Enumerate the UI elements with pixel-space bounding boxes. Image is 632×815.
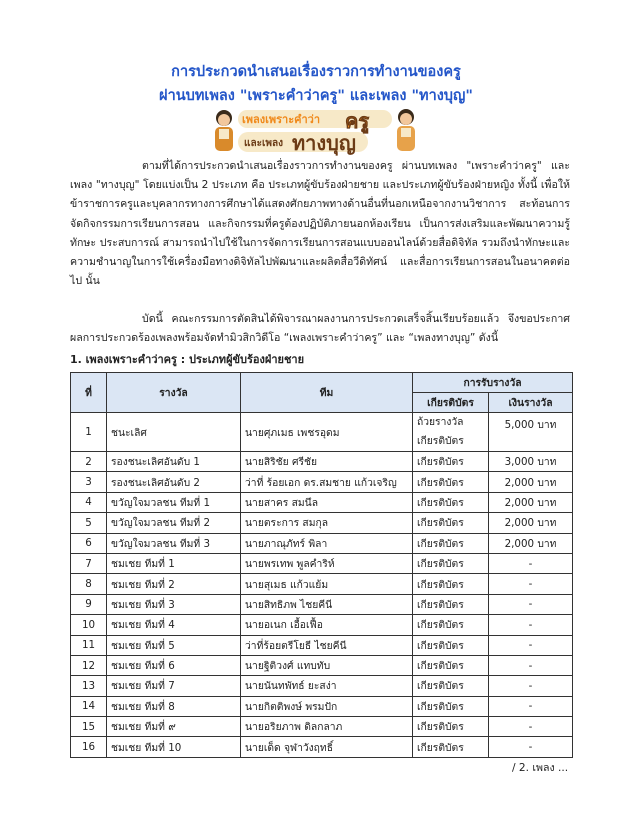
document-title-line1: การประกวดนำเสนอเรื่องราวการทำงานของครู xyxy=(171,64,461,80)
cell-award: ชนะเลิศ xyxy=(107,413,241,452)
cell-no: 13 xyxy=(71,676,107,696)
cell-award: ชมเชย ทีมที่ 5 xyxy=(107,635,241,655)
cell-team: นายนันทพัทธ์ ยะสง่า xyxy=(241,676,413,696)
cell-team: นายตระการ สมกุล xyxy=(241,513,413,533)
award-results-table xyxy=(70,372,573,758)
cell-no: 15 xyxy=(71,717,107,737)
cell-certificate: เกียรติบัตร xyxy=(413,676,489,696)
cell-award: ชมเชย ทีมที่ 2 xyxy=(107,574,241,594)
table-row xyxy=(71,452,573,472)
cell-money: - xyxy=(489,594,573,614)
table-row xyxy=(71,513,573,533)
cell-award: ชมเชย ทีมที่ 1 xyxy=(107,553,241,573)
cell-money: 2,000 บาท xyxy=(489,472,573,492)
cell-no: 5 xyxy=(71,513,107,533)
cell-award: ขวัญใจมวลชน ทีมที่ 3 xyxy=(107,533,241,553)
cell-certificate: เกียรติบัตร xyxy=(413,452,489,472)
cell-no: 12 xyxy=(71,655,107,675)
cell-no: 11 xyxy=(71,635,107,655)
cell-no: 3 xyxy=(71,472,107,492)
table-row xyxy=(71,717,573,737)
cell-money: 2,000 บาท xyxy=(489,492,573,512)
cell-team: นายฐิติวงศ์ แทบทับ xyxy=(241,655,413,675)
table-row xyxy=(71,553,573,573)
cell-no: 8 xyxy=(71,574,107,594)
table-row xyxy=(71,635,573,655)
cell-award: รองชนะเลิศอันดับ 2 xyxy=(107,472,241,492)
header-received: การรับรางวัล xyxy=(413,373,573,393)
cell-team: นายกิตติพงษ์ พรมปัก xyxy=(241,696,413,716)
cell-money: - xyxy=(489,574,573,594)
cell-money: - xyxy=(489,676,573,696)
cell-certificate: เกียรติบัตร xyxy=(413,655,489,675)
cell-certificate: เกียรติบัตร xyxy=(413,472,489,492)
cell-team: นายสิทธิภพ ไชยคีนี xyxy=(241,594,413,614)
cell-certificate: เกียรติบัตร xyxy=(413,492,489,512)
section-title: 1. เพลงเพราะคำว่าครู : ประเภทผู้ขับร้องฝ่ายชาย xyxy=(70,353,305,366)
cell-certificate: เกียรติบัตร xyxy=(413,635,489,655)
table-row xyxy=(71,413,573,452)
cell-no: 1 xyxy=(71,413,107,452)
cell-certificate: เกียรติบัตร xyxy=(413,615,489,635)
song-banner-graphic xyxy=(210,104,420,156)
table-row xyxy=(71,696,573,716)
teacher-figure-right-icon xyxy=(397,109,415,151)
cell-no: 6 xyxy=(71,533,107,553)
banner-line2-big: ทางบุญ xyxy=(292,131,356,155)
table-row xyxy=(71,737,573,757)
teacher-figure-left-icon xyxy=(215,110,233,151)
cell-certificate: เกียรติบัตร xyxy=(413,553,489,573)
cell-no: 14 xyxy=(71,696,107,716)
header-certificate: เกียรติบัตร xyxy=(413,393,489,413)
table-row xyxy=(71,676,573,696)
table-row xyxy=(71,533,573,553)
cell-team: นายพรเทพ พูลคำริห์ xyxy=(241,553,413,573)
cell-money: - xyxy=(489,717,573,737)
cell-team: นายสิริชัย ศรีชัย xyxy=(241,452,413,472)
cell-no: 16 xyxy=(71,737,107,757)
cell-money: - xyxy=(489,553,573,573)
cell-no: 10 xyxy=(71,615,107,635)
cell-team: นายศุภเมธ เพชรอุดม xyxy=(241,413,413,452)
cell-money: - xyxy=(489,615,573,635)
header-award: รางวัล xyxy=(107,373,241,413)
cell-award: ชมเชย ทีมที่ ๙ xyxy=(107,717,241,737)
cell-certificate: เกียรติบัตร xyxy=(413,574,489,594)
header-money: เงินรางวัล xyxy=(489,393,573,413)
cell-award: ชมเชย ทีมที่ 7 xyxy=(107,676,241,696)
table-row xyxy=(71,615,573,635)
cell-certificate: เกียรติบัตร xyxy=(413,533,489,553)
cell-award: ขวัญใจมวลชน ทีมที่ 1 xyxy=(107,492,241,512)
cell-money: - xyxy=(489,635,573,655)
table-row xyxy=(71,472,573,492)
cell-money: 3,000 บาท xyxy=(489,452,573,472)
table-row xyxy=(71,594,573,614)
banner-line2-prefix: และเพลง xyxy=(244,138,283,149)
cell-no: 9 xyxy=(71,594,107,614)
document-title-line2: ผ่านบทเพลง "เพราะคำว่าครู" และเพลง "ทางบุญ" xyxy=(159,88,473,104)
cell-certificate: เกียรติบัตร xyxy=(413,696,489,716)
announcement-paragraph: บัดนี้ คณะกรรมการตัดสินได้พิจารณาผลงานการประกวดเสร็จสิ้นเรียบร้อยแล้ว จึงขอประกาศผลการประกวดร้องเพลงพร้อมจัดทำมิวสิกวิดีโอ “เพลงเพราะคำว่าครู” และ “เพลงทางบุญ” ดังนี้ xyxy=(70,313,570,345)
cell-money: 2,000 บาท xyxy=(489,533,573,553)
cell-team: ว่าที่ ร้อยเอก ดร.สมชาย แก้วเจริญ xyxy=(241,472,413,492)
cell-team: นายภาณุภัทร์ พิลา xyxy=(241,533,413,553)
cell-money: 2,000 บาท xyxy=(489,513,573,533)
cell-award: ชมเชย ทีมที่ 6 xyxy=(107,655,241,675)
cell-no: 7 xyxy=(71,553,107,573)
table-row xyxy=(71,492,573,512)
header-team: ทีม xyxy=(241,373,413,413)
cell-team: นายอเนก เอื้อเฟื้อ xyxy=(241,615,413,635)
cell-team: นายสุเมธ แก้วแย้ม xyxy=(241,574,413,594)
cell-money: - xyxy=(489,696,573,716)
table-row xyxy=(71,655,573,675)
cell-no: 4 xyxy=(71,492,107,512)
continued-note: / 2. เพลง ... xyxy=(512,762,569,774)
cell-certificate: เกียรติบัตร xyxy=(413,717,489,737)
cell-award: ชมเชย ทีมที่ 8 xyxy=(107,696,241,716)
cell-money: - xyxy=(489,737,573,757)
cell-certificate xyxy=(413,413,489,452)
cell-money: - xyxy=(489,655,573,675)
header-no: ที่ xyxy=(71,373,107,413)
cell-certificate: เกียรติบัตร xyxy=(413,737,489,757)
cell-team: นายเด็ด จุฬาวังฤทธิ์ xyxy=(241,737,413,757)
cell-award: ชมเชย ทีมที่ 10 xyxy=(107,737,241,757)
table-row xyxy=(71,574,573,594)
cell-award: ขวัญใจมวลชน ทีมที่ 2 xyxy=(107,513,241,533)
cell-money: 5,000 บาท xyxy=(489,413,573,452)
cell-certificate: เกียรติบัตร xyxy=(413,513,489,533)
banner-line1-prefix: เพลงเพราะคำว่า xyxy=(242,113,321,126)
cell-award: ชมเชย ทีมที่ 4 xyxy=(107,615,241,635)
cell-award: รองชนะเลิศอันดับ 1 xyxy=(107,452,241,472)
intro-paragraph: ตามที่ได้การประกวดนำเสนอเรื่องราวการทำงานของครู ผ่านบทเพลง "เพราะคำว่าครู" และเพลง "ทางบุญ" โดยแบ่งเป็น 2 ประเภท คือ ประเภทผู้ขับร้องฝ่ายชาย และประเภทผู้ขับร้องฝ่ายหญิง ทั้งนี้ เพื่อให้ข้าราชการครูและบุคลากรทางการศึกษาได้แสดงศักยภาพทางด้านอื่นที่นอกเหนือจากงานวิชาการ สะท้อนการจัดกิจกรรมการเรียนการสอน และกิจกรรมที่ครูต้องปฏิบัติภายนอกห้องเรียน เป็นการส่งเสริมและพัฒนาความรู้ ทักษะ ประสบการณ์ สามารถนำไปใช้ในการจัดการเรียนการสอนแบบออนไลน์ด้วยสื่อดิจิทัล รวมถึงนำทักษะและความชำนาญในการใช้เครื่องมือทางดิจิทัลไปพัฒนาและผลิตสื่อวีดิทัศน์ และสื่อการเรียนการสอนในอนาคตต่อไป นั้น xyxy=(70,160,570,288)
banner-line1-big: ครู xyxy=(345,109,370,133)
cell-no: 2 xyxy=(71,452,107,472)
cell-certificate-second: เกียรติบัตร xyxy=(417,435,464,447)
cell-trophy: ถ้วยรางวัล xyxy=(417,416,464,428)
cell-team: ว่าที่ร้อยตรีโยธี ไชยคีนี xyxy=(241,635,413,655)
cell-award: ชมเชย ทีมที่ 3 xyxy=(107,594,241,614)
cell-team: นายอริยภาพ ดิลกลาภ xyxy=(241,717,413,737)
cell-certificate: เกียรติบัตร xyxy=(413,594,489,614)
cell-team: นายสาคร สมนึล xyxy=(241,492,413,512)
